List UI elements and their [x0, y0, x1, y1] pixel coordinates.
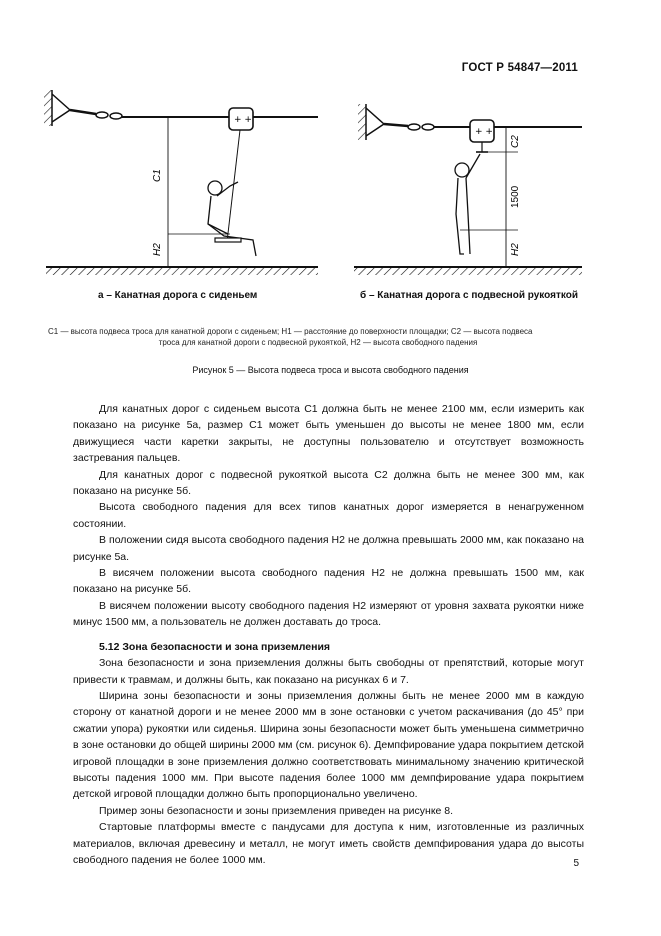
paragraph: Стартовые платформы вместе с пандусами для доступа к ним, изготовленные из различных материалов, включая древесину и металл, не могут иметь свойств демпфирования удара до высоты свободного падения не более 1000 мм.: [73, 821, 584, 866]
caption-seat-cableway: а – Канатная дорога с сиденьем: [98, 290, 258, 301]
paragraph: В висячем положении высота свободного падения H2 не должна превышать 1500 мм, как показано на рисунке 5б.: [73, 567, 584, 596]
paragraph: Для канатных дорог с подвесной рукояткой высота C2 должна быть не менее 300 мм, как показано на рисунке 5б.: [73, 468, 584, 498]
body-text: [73, 401, 584, 868]
handle-cableway-diagram: [354, 104, 582, 275]
label-c2: C2: [510, 135, 521, 148]
paragraph: Пример зоны безопасности и зоны приземления приведен на рисунке 8.: [99, 804, 454, 817]
paragraph: В висячем положении высоту свободного падения H2 измеряют от уровня захвата рукоятки ниже минус 1500 мм, а пользователь не должен доставать до троса.: [73, 599, 584, 629]
label-c1: C1: [152, 169, 163, 182]
label-h2-right: H2: [510, 243, 521, 256]
figure-title: Рисунок 5 — Высота подвеса троса и высота свободного падения: [192, 365, 469, 375]
label-1500: 1500: [510, 185, 521, 208]
paragraph: Высота свободного падения для всех типов канатных дорог измеряется в ненагруженном состоянии.: [73, 501, 584, 530]
paragraph: Зона безопасности и зона приземления должны быть свободны от препятствий, которые могут привести к травмам, и должны быть, как показано на рисунках 6 и 7.: [73, 657, 584, 686]
legend-line-2: троса для канатной дороги с подвесной рукояткой, H2 — высота свободного падения: [158, 338, 478, 347]
figure-5-drawing: [40, 84, 600, 314]
paragraph: В положении сидя высота свободного падения H2 не должна превышать 2000 мм, как показано на рисунке 5а.: [73, 534, 584, 563]
paragraph: Для канатных дорог с сиденьем высота C1 должна быть не менее 2100 мм, если измерить как показано на рисунке 5а, размер C1 может быть уменьшен до высоты не менее 1800 мм, если движущиеся части каретки закрыты, не доступны пользователю и отсутствует возможность застревания пальцев.: [73, 403, 584, 465]
seat-cableway-diagram: [44, 90, 318, 275]
svg-text:+ +: + +: [475, 127, 493, 137]
page-number: 5: [573, 858, 579, 869]
legend-line-1: C1 — высота подвеса троса для канатной дороги с сиденьем; H1 — расстояние до поверхности площадки; C2 — высота подвеса: [48, 327, 533, 336]
label-h2-left: H2: [152, 243, 163, 256]
paragraph: Ширина зоны безопасности и зоны приземления должны быть не менее 2000 мм в каждую сторону от канатной дороги и не менее 2000 мм в зоне остановки с учетом раскачивания (до 45° при сжатии упора) рукоятки или сиденья. Ширина зоны безопасности может быть уменьшена симметрично в зоне остановки до общей ширины 2000 мм (см. рисунок 6). Демпфирование удара покрытием детской игровой площадки в зоне приземления должно соответствовать минимальному значению критической высоты падения 1000 мм. При высоте падения более 1000 мм демпфирование удара покрытием детской игровой площадки должно быть пропорционально увеличено.: [73, 689, 584, 801]
figure-legend: [48, 326, 588, 348]
figure-5: [40, 84, 600, 314]
document-code: ГОСТ Р 54847—2011: [461, 62, 578, 74]
caption-handle-cableway: б – Канатная дорога с подвесной рукояткой: [360, 290, 579, 301]
svg-text:+ +: + +: [234, 115, 252, 125]
section-heading: 5.12 Зона безопасности и зона приземления: [99, 640, 331, 653]
